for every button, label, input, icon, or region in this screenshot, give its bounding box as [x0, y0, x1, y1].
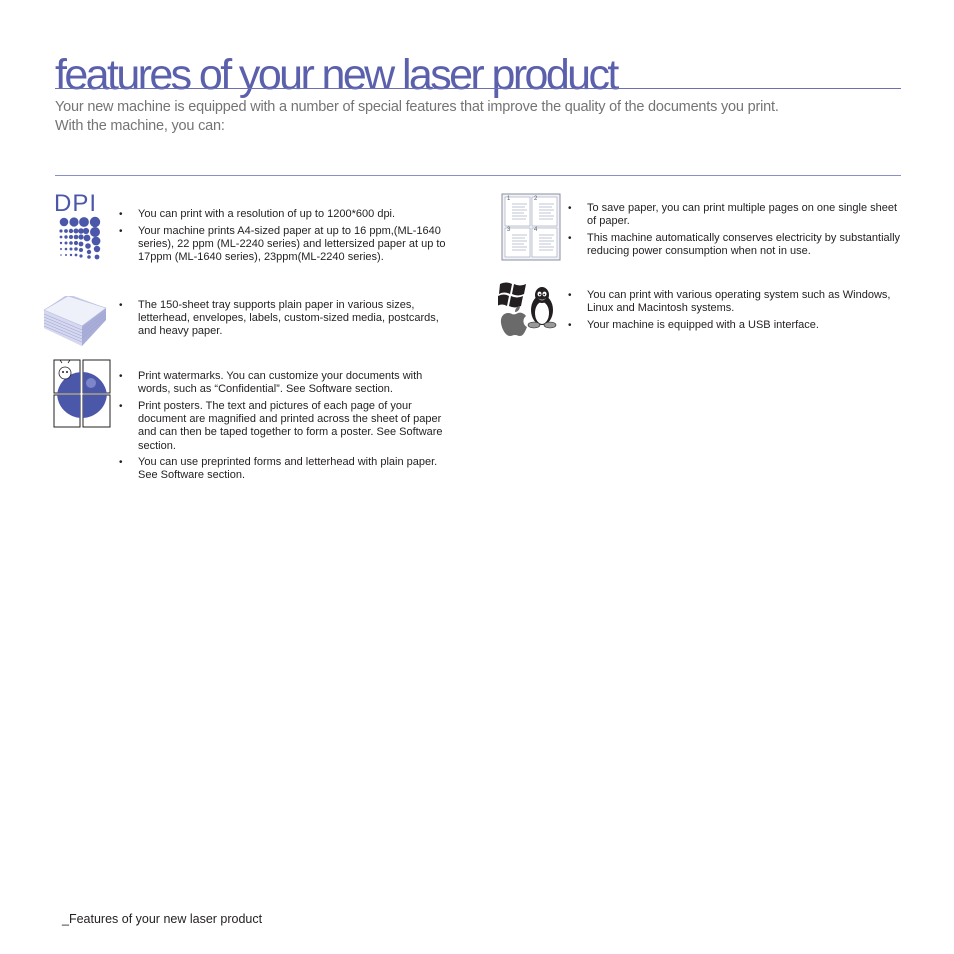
dpi-feature-list	[118, 208, 448, 268]
page-number: 1	[507, 196, 511, 202]
os-logos-icon	[498, 278, 560, 338]
list-item: • The 150-sheet tray supports plain paper in various sizes, letterhead, envelopes, labels, custom-sized media, postcards, and heavy paper.	[118, 299, 448, 339]
page-title: features of your new laser product	[55, 51, 617, 99]
multi-page-icon	[500, 192, 562, 262]
poster-icon	[53, 359, 111, 428]
page-number: 4	[534, 227, 538, 233]
paper-stack-icon	[42, 296, 108, 346]
title-divider	[55, 88, 901, 89]
list-item: • Print watermarks. You can customize your documents with words, such as “Confidential”. See Software section.	[118, 370, 448, 396]
list-item: • Your machine prints A4-sized paper at up to 16 ppm,(ML-1640 series), 22 ppm (ML-2240 series) and lettersized paper at up to 17ppm (ML-1640 series), 23ppm(ML-2240 series).	[118, 225, 448, 265]
list-item: • You can print with various operating system such as Windows, Linux and Macintosh systems.	[567, 289, 901, 315]
intro-line: With the machine, you can:	[55, 118, 225, 134]
os-feature-list	[567, 289, 901, 336]
windows-logo-icon	[498, 283, 526, 308]
page-number: 2	[534, 196, 538, 202]
page-footer: _Features of your new laser product	[62, 912, 263, 926]
intro-line: Your new machine is equipped with a number of special features that improve the quality of the documents you print.	[55, 99, 779, 115]
paper-feature-list	[118, 299, 448, 342]
intro-text	[55, 98, 901, 136]
list-item: • You can use preprinted forms and letterhead with plain paper. See Software section.	[118, 456, 448, 482]
poster-feature-list	[118, 370, 448, 486]
halftone-dots	[54, 216, 106, 262]
nup-feature-list	[567, 202, 901, 262]
dpi-icon	[54, 192, 106, 262]
list-item: • To save paper, you can print multiple pages on one single sheet of paper.	[567, 202, 901, 228]
linux-logo-icon	[528, 287, 556, 328]
page-number: 3	[507, 227, 511, 233]
list-item: • You can print with a resolution of up to 1200*600 dpi.	[118, 208, 448, 221]
list-item: • This machine automatically conserves electricity by substantially reducing power consumption when not in use.	[567, 232, 901, 258]
section-divider	[55, 175, 901, 176]
dpi-icon-label: DPI	[54, 190, 98, 217]
list-item: • Print posters. The text and pictures of each page of your document are magnified and printed across the sheet of paper and can then be taped together to form a poster. See Software section.	[118, 400, 448, 453]
apple-logo-icon	[501, 306, 527, 336]
list-item: • Your machine is equipped with a USB interface.	[567, 319, 901, 332]
